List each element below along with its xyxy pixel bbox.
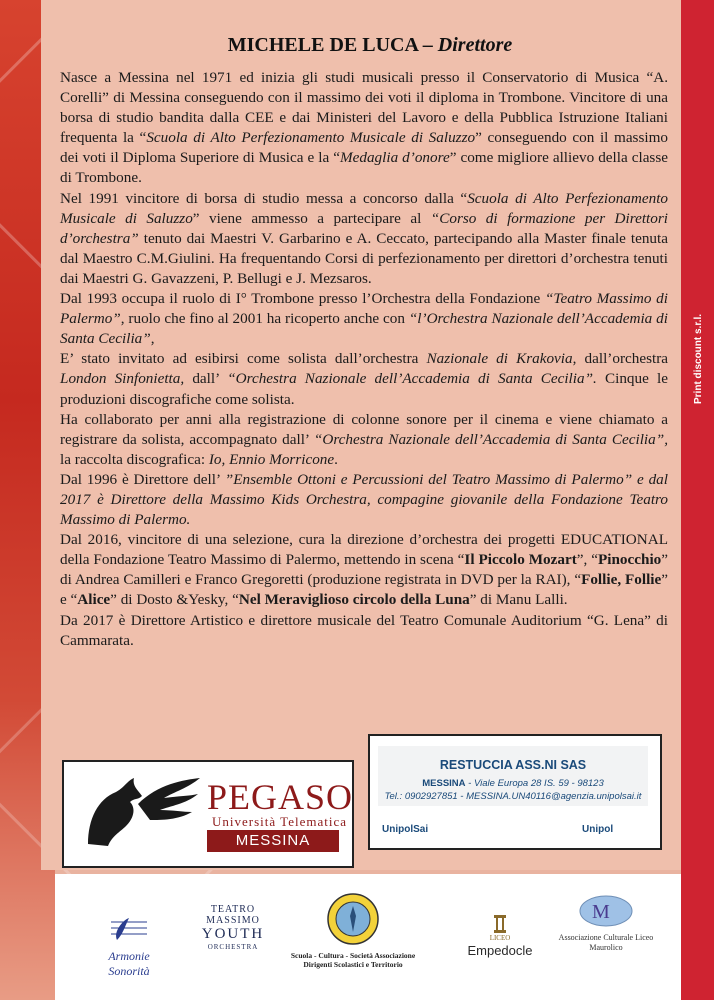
empedocle-logo <box>455 914 545 960</box>
bio-text: Cinque le produzioni discografiche come solista. <box>60 370 668 408</box>
bio-text: . <box>334 450 338 468</box>
scuola-text: Scuola - Cultura - Società Associazione Dirigenti Scolastici e Territorio <box>290 951 416 969</box>
bio-text: , ruolo che fino al 2001 ha ricoperto anche con <box>120 310 409 328</box>
bio-paragraph <box>60 189 668 289</box>
restuccia-logo-box <box>368 734 662 850</box>
bio-text: ” conseguendo con il massimo dei voti il Diploma Superiore di Musica e la “ <box>60 129 669 167</box>
youth-big: YOUTH <box>201 926 265 942</box>
bio-italic: ”Ensemble Ottoni e Percussioni del Teatro Massimo di Palermo” e dal 2017 è Direttore della Massimo Kids Orchestra, compagine giovanile della Fondazione Teatro Massimo di Palermo. <box>60 470 668 529</box>
bio-italic: Medaglia d’onore <box>339 149 450 167</box>
bio-italic: London Sinfonietta, <box>60 370 185 388</box>
bio-italic: Nazionale di Krakovia <box>426 350 573 368</box>
bio-bold: Alice <box>77 591 111 609</box>
bio-text: Dal 2016, vincitore di una selezione, cura la direzione d’orchestra dei progetti EDUCATIONAL della Fondazione Teatro Massimo di Palermo, mettendo in scena “ <box>60 531 668 569</box>
bio-text: ” come migliore allievo della classe di Trombone. <box>60 149 668 187</box>
bio-text: Dal 1993 occupa il ruolo di I° Trombone presso l’Orchestra della Fondazione <box>60 290 545 308</box>
pegaso-title: PEGASO <box>207 777 354 817</box>
bio-paragraph <box>60 68 668 189</box>
bio-text: Dal 1996 è Direttore dell’ <box>60 470 225 488</box>
bio-paragraph <box>60 530 668 610</box>
bio-text: ” di Dosto &Yesky, “ <box>110 591 239 609</box>
director-name: MICHELE DE LUCA <box>227 34 418 56</box>
svg-text:M: M <box>592 901 610 923</box>
title-separator: – <box>417 34 438 56</box>
bio-italic: Scuola di Alto Perfezionamento Musicale di Saluzzo <box>146 129 476 147</box>
bio-bold: Il Piccolo Mozart <box>464 551 577 569</box>
bio-text: E’ stato invitato ad esibirsi come solista dall’orchestra <box>60 350 427 368</box>
music-staff-icon <box>109 916 149 944</box>
bio-italic: “l’Orchestra Nazionale dell’Accademia di Santa Cecilia” <box>60 310 668 348</box>
bio-text: ” di Manu Lalli. <box>469 591 568 609</box>
bio-paragraph <box>60 470 668 530</box>
bio-paragraph <box>60 611 668 651</box>
bio-italic: Io, Ennio Morricone <box>208 450 335 468</box>
bio-bold: Nel Meraviglioso circolo della Luna <box>238 591 470 609</box>
bio-paragraph <box>60 349 668 409</box>
maurolico-logo <box>551 894 661 953</box>
maurolico-emblem-icon <box>578 894 634 928</box>
restuccia-street: - Viale Europa 28 IS. 59 - 98123 <box>465 778 604 789</box>
pegasus-horse-icon <box>78 774 203 854</box>
bio-text: Nel 1991 vincitore di borsa di studio messa a concorso dalla “ <box>60 189 468 207</box>
armonie-logo <box>93 916 165 979</box>
maurolico-text: Associazione Culturale Liceo Maurolico <box>558 933 654 952</box>
restuccia-city: MESSINA <box>422 778 466 789</box>
bio-bold: Pinocchio <box>597 551 662 569</box>
printer-credit <box>693 392 705 404</box>
bio-text: ” e “ <box>60 571 668 609</box>
youth-orchestra-logo <box>193 904 273 951</box>
bio-text: la raccolta discografica: <box>60 450 209 468</box>
unipolsai-logo: UnipolSai <box>382 824 429 835</box>
bio-italic: Scuola di Alto Perfezionamento Musicale di Saluzzo <box>60 189 669 227</box>
biography <box>60 68 668 651</box>
bio-italic: “Corso di formazione per Direttori d’orchestra” <box>60 209 668 247</box>
restuccia-address <box>378 778 648 789</box>
bio-text: ” viene ammesso a partecipare al <box>192 209 431 227</box>
armonie-text: Armonie Sonorità <box>108 949 150 978</box>
bio-text: ” di Andrea Camilleri e Franco Gregoretti (produzione registrata in DVD per la RAI), “ <box>60 551 669 589</box>
restuccia-card <box>378 746 648 806</box>
bio-text: ”, “ <box>576 551 598 569</box>
bio-italic: “Teatro Massimo di Palermo” <box>60 290 668 328</box>
page-title <box>60 34 680 57</box>
seal-icon <box>326 892 380 946</box>
director-role: Direttore <box>437 34 513 56</box>
scuola-logo <box>283 892 423 969</box>
pegaso-subtitle: Università Telematica <box>212 814 347 829</box>
youth-top: TEATRO MASSIMO <box>206 904 260 926</box>
empedocle-text: Empedocle <box>467 943 533 958</box>
bio-paragraph <box>60 410 668 470</box>
pegaso-city: MESSINA <box>207 830 339 852</box>
restuccia-contact: Tel.: 0902927851 - MESSINA.UN40116@agenzia.unipolsai.it <box>384 791 642 802</box>
bio-italic: “Orchestra Nazionale dell’Accademia di Santa Cecilia”, <box>313 430 668 448</box>
bio-text: Nasce a Messina nel 1971 ed inizia gli studi musicali presso il Conservatorio di Musica “A. Corelli” di Messina conseguendo con il massimo dei voti il diploma in Trombone. Vincitore di una borsa di studio bandita dalla CEE e dai Ministeri del Lavoro e della Pubblica Istruzione Italiani frequenta la “ <box>60 69 668 147</box>
bio-text: tenuto dai Maestri V. Garbarino e A. Ceccato, partecipando alla Master finale tenuta dal Maestro C.M.Giulini. Ha frequentando Corsi di perfezionamento per direttori d’orchestra tenuti dai Maestri G. Gavazzeni, P. Bellugi e J. Mezsaros. <box>60 229 668 287</box>
right-red-bar <box>681 0 714 1000</box>
restuccia-name: RESTUCCIA ASS.NI SAS <box>439 758 587 772</box>
bio-paragraph <box>60 289 668 349</box>
empedocle-small: LICEO <box>489 934 511 942</box>
bio-text: , dall’orchestra <box>572 350 669 368</box>
bio-text: dall’ <box>184 370 228 388</box>
bio-text: Ha collaborato per anni alla registrazione di colonne sonore per il cinema e viene chiamato a registrare da solista, accompagnato dall’ <box>60 410 668 448</box>
bio-text: , <box>150 330 155 348</box>
youth-small: ORCHESTRA <box>207 943 259 951</box>
bio-text: Da 2017 è Direttore Artistico e direttore musicale del Teatro Comunale Auditorium “G. Lena” di Cammarata. <box>60 611 668 649</box>
bio-bold: Follie, Follie <box>581 571 662 589</box>
column-icon <box>493 914 507 934</box>
pegaso-logo-box <box>62 760 354 868</box>
unipol-logo: Unipol <box>582 824 614 835</box>
footer-logos <box>55 874 681 1000</box>
bio-italic: “Orchestra Nazionale dell’Accademia di Santa Cecilia”. <box>227 370 597 388</box>
